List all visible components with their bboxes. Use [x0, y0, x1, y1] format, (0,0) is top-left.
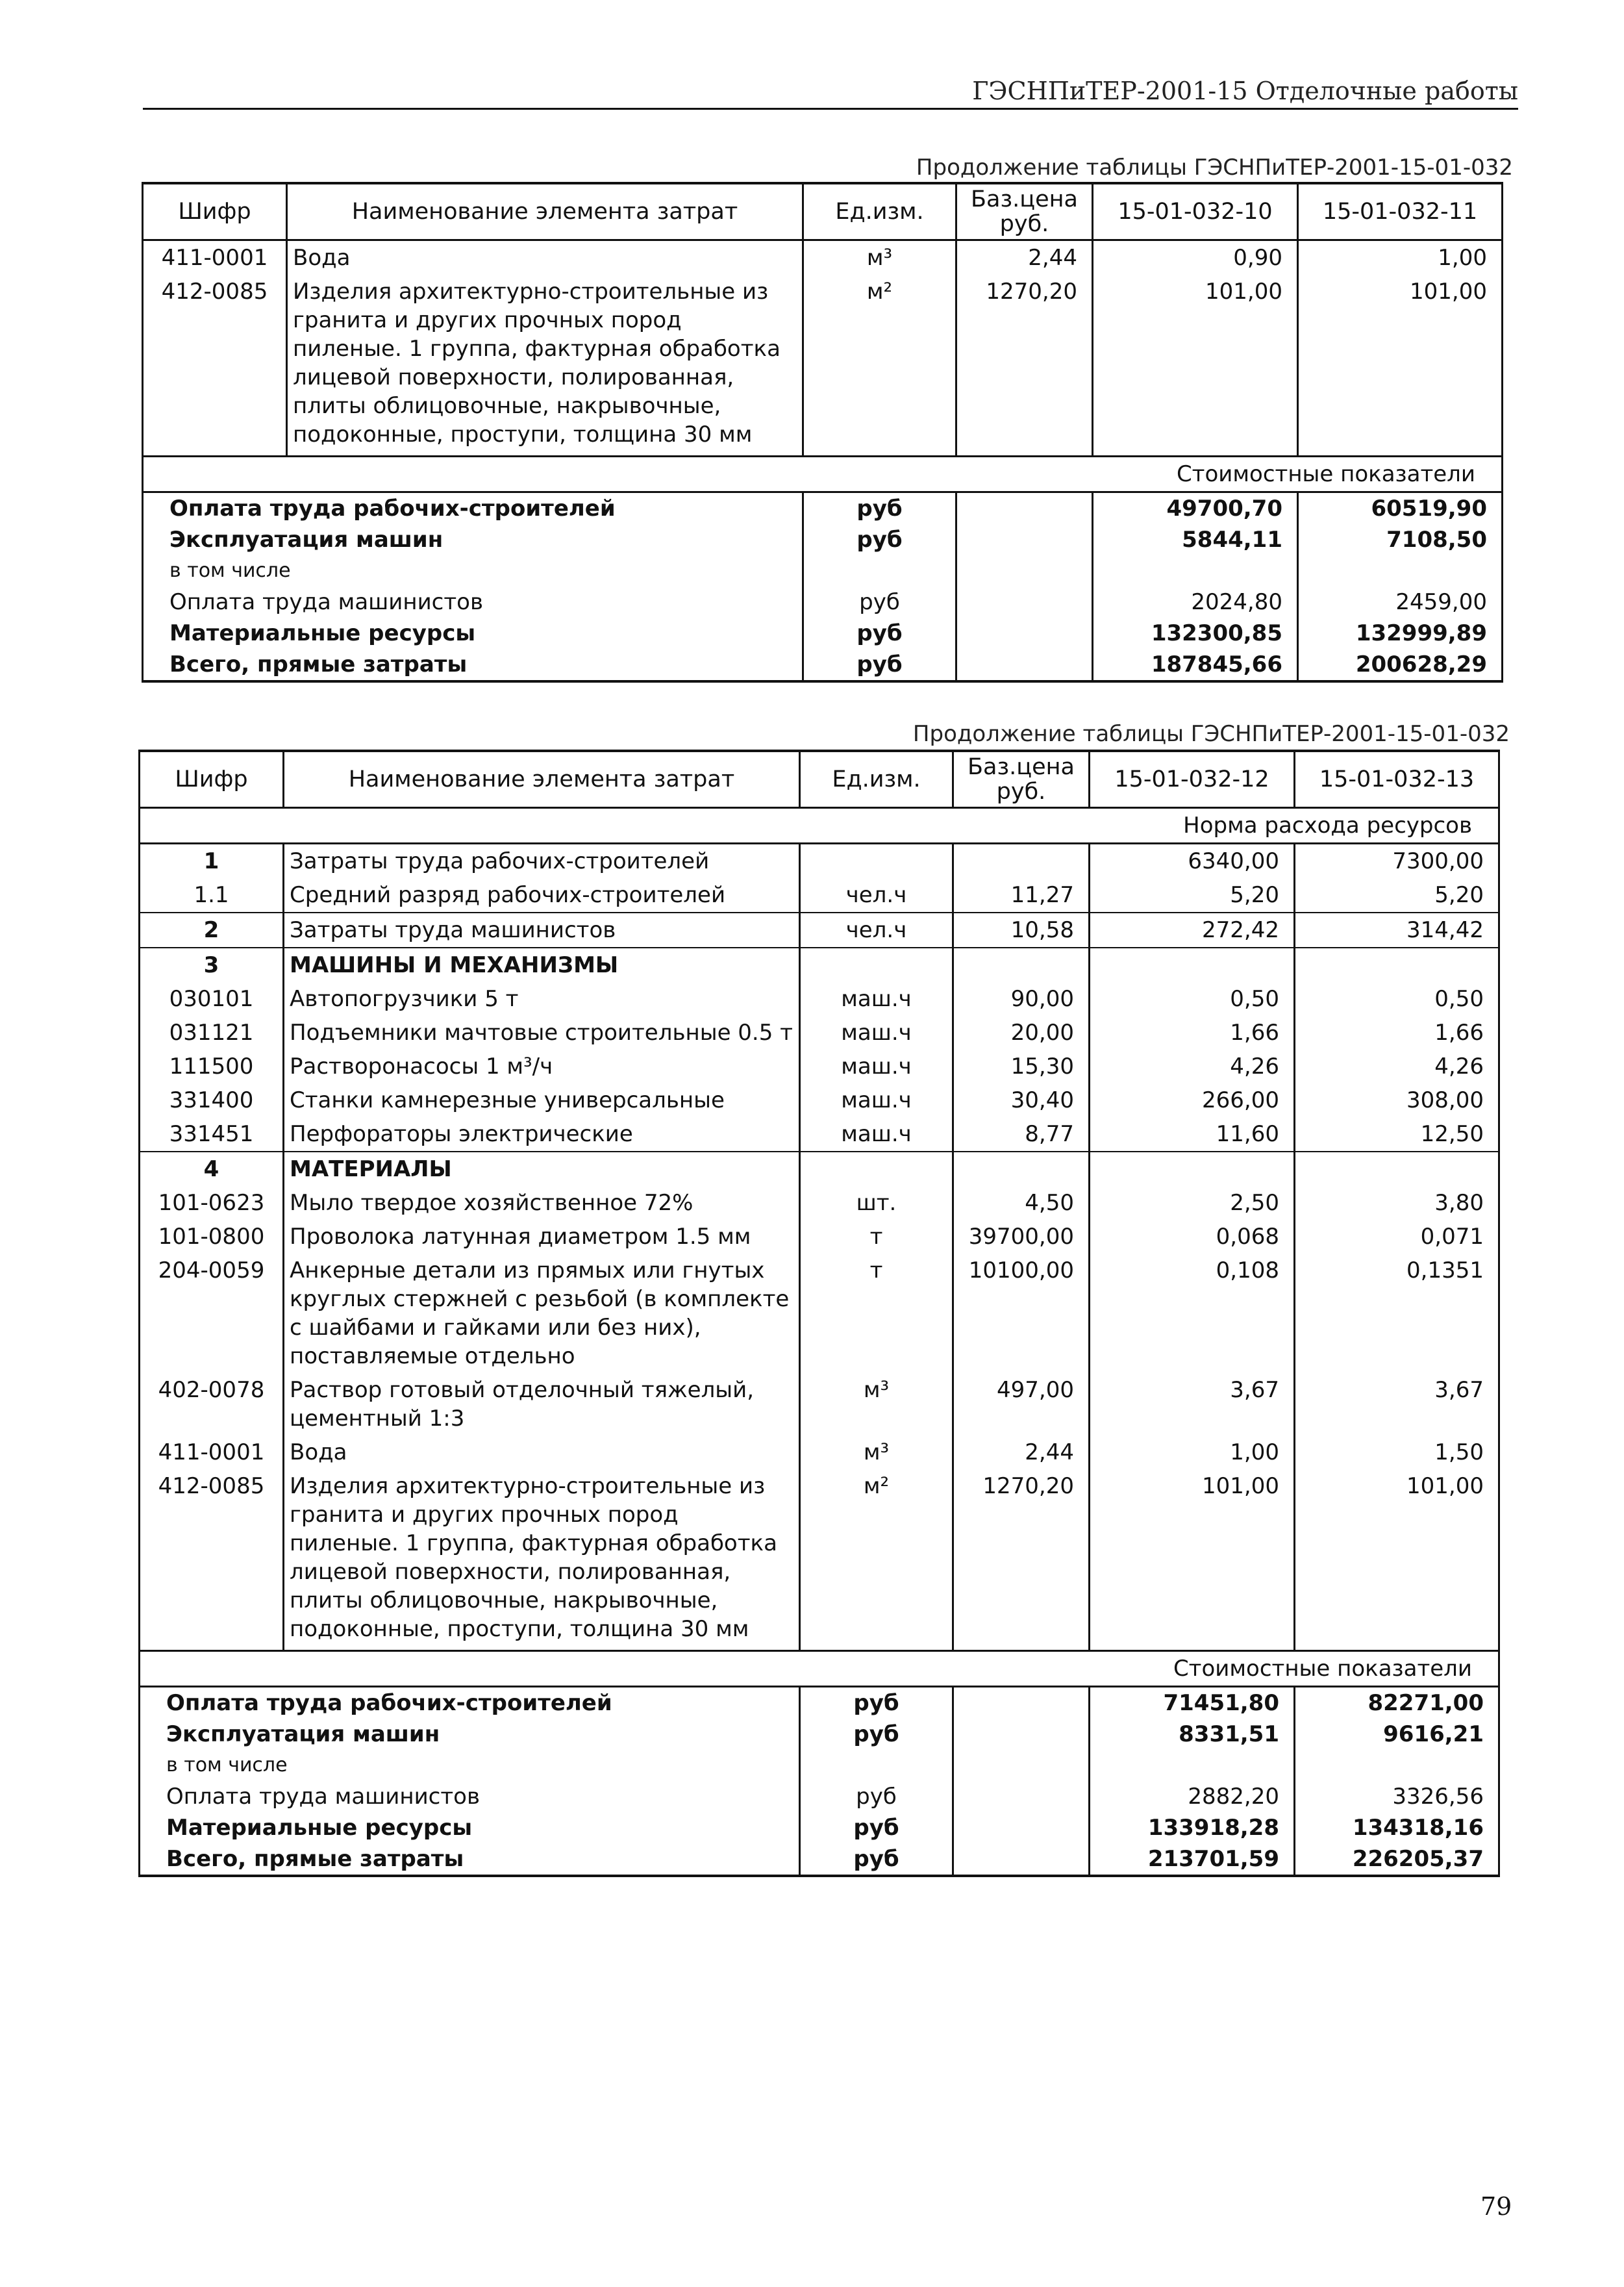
summary-row: [143, 587, 1503, 618]
summary-value-2: 7108,50: [1298, 524, 1503, 555]
column-header: Шифр: [140, 751, 284, 808]
summary-unit: [803, 555, 956, 587]
table-row: [140, 1373, 1499, 1435]
cell-name: Средний разряд рабочих-строителей: [284, 878, 800, 913]
summary-value-1: [1090, 1750, 1295, 1781]
table-row: [140, 948, 1499, 982]
summary-value-1: 133918,28: [1090, 1812, 1295, 1843]
cell-value-1: 0,068: [1090, 1220, 1295, 1254]
table-row: [140, 1186, 1499, 1220]
cell-value-1: 1,66: [1090, 1016, 1295, 1050]
summary-row: [140, 1812, 1499, 1843]
cell-price: 8,77: [953, 1117, 1090, 1152]
cell-value-1: 101,00: [1093, 275, 1298, 457]
summary-row: [140, 1781, 1499, 1812]
summary-label: Оплата труда рабочих-строителей: [143, 492, 803, 525]
cell-unit: м²: [803, 275, 956, 457]
summary-empty: [956, 587, 1093, 618]
column-header: Наименование элемента затрат: [287, 183, 803, 240]
cell-name: Затраты труда рабочих-строителей: [284, 844, 800, 879]
cell-value-1: 0,50: [1090, 982, 1295, 1016]
cell-unit: чел.ч: [800, 913, 953, 948]
cell-code: 3: [140, 948, 284, 982]
summary-label: Материальные ресурсы: [143, 618, 803, 649]
summary-value-1: 8331,51: [1090, 1719, 1295, 1750]
summary-unit: руб: [803, 618, 956, 649]
table-row: [140, 1016, 1499, 1050]
cell-value-1: 6340,00: [1090, 844, 1295, 879]
summary-empty: [956, 524, 1093, 555]
cell-value-1: 101,00: [1090, 1469, 1295, 1651]
summary-empty: [956, 555, 1093, 587]
table-row: [143, 240, 1503, 275]
summary-value-2: 9616,21: [1295, 1719, 1499, 1750]
table-row: [140, 1117, 1499, 1152]
summary-label: Эксплуатация машин: [143, 524, 803, 555]
column-header: 15-01-032-12: [1090, 751, 1295, 808]
cell-code: 031121: [140, 1016, 284, 1050]
cell-value-2: 7300,00: [1295, 844, 1499, 879]
cell-unit: чел.ч: [800, 878, 953, 913]
cell-price: [953, 948, 1090, 982]
norm-section: [140, 808, 1499, 844]
column-header: Наименование элемента затрат: [284, 751, 800, 808]
cell-code: 030101: [140, 982, 284, 1016]
cell-price: 10,58: [953, 913, 1090, 948]
header-row: [140, 751, 1499, 808]
summary-value-1: 71451,80: [1090, 1687, 1295, 1719]
cell-value-1: 1,00: [1090, 1435, 1295, 1469]
cell-code: 111500: [140, 1050, 284, 1083]
cell-value-1: 3,67: [1090, 1373, 1295, 1435]
cell-value-1: 2,50: [1090, 1186, 1295, 1220]
summary-label: Материальные ресурсы: [140, 1812, 800, 1843]
cost-section-label: Стоимостные показатели: [140, 1651, 1499, 1687]
table-row: [140, 982, 1499, 1016]
table1-caption-prefix: Продолжение: [916, 155, 1079, 181]
cost-section: [140, 1651, 1499, 1687]
summary-unit: руб: [800, 1781, 953, 1812]
page-header: [143, 65, 1518, 110]
summary-value-2: 132999,89: [1298, 618, 1503, 649]
summary-label: Всего, прямые затраты: [140, 1843, 800, 1876]
cell-price: 10100,00: [953, 1254, 1090, 1373]
column-header: 15-01-032-13: [1295, 751, 1499, 808]
cell-value-1: 0,108: [1090, 1254, 1295, 1373]
cell-name: Изделия архитектурно-строительные из гранита и других прочных пород пиленые. 1 группа, фактурная обработка лицевой поверхности, полированная, плиты облицовочные, накрывочные, подоконные, проступи, толщина 30 мм: [284, 1469, 800, 1651]
cell-name: Перфораторы электрические: [284, 1117, 800, 1152]
summary-empty: [956, 649, 1093, 681]
summary-unit: руб: [803, 587, 956, 618]
summary-label: Оплата труда рабочих-строителей: [140, 1687, 800, 1719]
summary-value-2: 134318,16: [1295, 1812, 1499, 1843]
cell-price: 1270,20: [956, 275, 1093, 457]
cell-value-1: 4,26: [1090, 1050, 1295, 1083]
summary-unit: руб: [803, 649, 956, 681]
summary-value-2: 82271,00: [1295, 1687, 1499, 1719]
summary-unit: [800, 1750, 953, 1781]
cell-name: Мыло твердое хозяйственное 72%: [284, 1186, 800, 1220]
cell-name: Вода: [287, 240, 803, 275]
table2-caption-rest: таблицы ГЭСНПиТЕР-2001-15-01-032: [1082, 721, 1510, 747]
cell-code: 204-0059: [140, 1254, 284, 1373]
summary-value-1: 2882,20: [1090, 1781, 1295, 1812]
cell-value-2: 101,00: [1298, 275, 1503, 457]
cell-name: Вода: [284, 1435, 800, 1469]
cell-price: 4,50: [953, 1186, 1090, 1220]
cell-unit: шт.: [800, 1186, 953, 1220]
cell-unit: маш.ч: [800, 1050, 953, 1083]
cell-value-2: 0,071: [1295, 1220, 1499, 1254]
column-header: 15-01-032-10: [1093, 183, 1298, 240]
cell-name: Растворонасосы 1 м³/ч: [284, 1050, 800, 1083]
cell-value-1: 266,00: [1090, 1083, 1295, 1117]
cell-value-2: [1295, 1152, 1499, 1186]
cell-code: 412-0085: [140, 1469, 284, 1651]
summary-value-2: 226205,37: [1295, 1843, 1499, 1876]
summary-label: в том числе: [140, 1750, 800, 1781]
cell-name: МАТЕРИАЛЫ: [284, 1152, 800, 1186]
table-row: [140, 844, 1499, 879]
table-row: [140, 913, 1499, 948]
summary-row: [140, 1750, 1499, 1781]
summary-value-2: [1295, 1750, 1499, 1781]
cell-name: Станки камнерезные универсальные: [284, 1083, 800, 1117]
table-row: [140, 1152, 1499, 1186]
summary-value-2: 60519,90: [1298, 492, 1503, 525]
page-number: 79: [1480, 2192, 1512, 2221]
cell-value-2: 308,00: [1295, 1083, 1499, 1117]
page-header-title: ГЭСНПиТЕР-2001-15 Отделочные работы: [972, 77, 1518, 105]
table-row: [140, 1469, 1499, 1651]
cell-unit: м³: [803, 240, 956, 275]
cell-value-2: 314,42: [1295, 913, 1499, 948]
summary-row: [140, 1687, 1499, 1719]
cell-value-1: 5,20: [1090, 878, 1295, 913]
summary-value-1: [1093, 555, 1298, 587]
cell-value-2: 12,50: [1295, 1117, 1499, 1152]
cell-name: Анкерные детали из прямых или гнутых круглых стержней с резьбой (в комплекте с шайбами и гайками или без них), поставляемые отдельно: [284, 1254, 800, 1373]
summary-unit: руб: [803, 524, 956, 555]
cell-code: 2: [140, 913, 284, 948]
cell-price: [953, 1152, 1090, 1186]
table1: [142, 182, 1503, 683]
summary-row: [143, 492, 1503, 525]
summary-value-1: 187845,66: [1093, 649, 1298, 681]
cell-value-2: 0,50: [1295, 982, 1499, 1016]
cell-price: 2,44: [953, 1435, 1090, 1469]
summary-row: [143, 555, 1503, 587]
summary-label: Оплата труда машинистов: [140, 1781, 800, 1812]
summary-label: Оплата труда машинистов: [143, 587, 803, 618]
column-header: Баз.цена руб.: [953, 751, 1090, 808]
summary-empty: [953, 1750, 1090, 1781]
table-row: [140, 1435, 1499, 1469]
cell-price: 30,40: [953, 1083, 1090, 1117]
summary-label: в том числе: [143, 555, 803, 587]
summary-value-2: [1298, 555, 1503, 587]
cell-value-2: 3,80: [1295, 1186, 1499, 1220]
summary-value-2: 2459,00: [1298, 587, 1503, 618]
summary-empty: [953, 1719, 1090, 1750]
column-header: Ед.изм.: [800, 751, 953, 808]
cell-name: МАШИНЫ И МЕХАНИЗМЫ: [284, 948, 800, 982]
table1-caption-rest: таблицы ГЭСНПиТЕР-2001-15-01-032: [1086, 155, 1513, 181]
summary-row: [143, 649, 1503, 681]
cell-unit: м³: [800, 1373, 953, 1435]
cell-code: 4: [140, 1152, 284, 1186]
summary-row: [143, 524, 1503, 555]
cell-price: 497,00: [953, 1373, 1090, 1435]
cell-price: 2,44: [956, 240, 1093, 275]
summary-empty: [953, 1843, 1090, 1876]
summary-row: [140, 1719, 1499, 1750]
summary-value-1: 132300,85: [1093, 618, 1298, 649]
column-header: Баз.цена руб.: [956, 183, 1093, 240]
cell-code: 101-0800: [140, 1220, 284, 1254]
cost-section-label: Стоимостные показатели: [143, 457, 1503, 492]
cell-price: [953, 844, 1090, 879]
cell-name: Подъемники мачтовые строительные 0.5 т: [284, 1016, 800, 1050]
summary-unit: руб: [803, 492, 956, 525]
cell-name: Изделия архитектурно-строительные из гранита и других прочных пород пиленые. 1 группа, фактурная обработка лицевой поверхности, полированная, плиты облицовочные, накрывочные, подоконные, проступи, толщина 30 мм: [287, 275, 803, 457]
cell-price: 1270,20: [953, 1469, 1090, 1651]
cell-unit: м³: [800, 1435, 953, 1469]
cell-value-2: 4,26: [1295, 1050, 1499, 1083]
cell-unit: т: [800, 1220, 953, 1254]
cell-code: 411-0001: [143, 240, 287, 275]
cell-unit: [800, 1152, 953, 1186]
table1-caption: [916, 155, 1513, 181]
cell-code: 412-0085: [143, 275, 287, 457]
cost-section: [143, 457, 1503, 492]
summary-empty: [956, 492, 1093, 525]
table2-caption-prefix: Продолжение: [912, 721, 1076, 747]
summary-value-1: 49700,70: [1093, 492, 1298, 525]
cell-value-1: 11,60: [1090, 1117, 1295, 1152]
column-header: Ед.изм.: [803, 183, 956, 240]
summary-value-1: 213701,59: [1090, 1843, 1295, 1876]
summary-row: [143, 618, 1503, 649]
cell-value-2: 0,1351: [1295, 1254, 1499, 1373]
cell-name: Проволока латунная диаметром 1.5 мм: [284, 1220, 800, 1254]
summary-value-1: 5844,11: [1093, 524, 1298, 555]
cell-code: 331400: [140, 1083, 284, 1117]
table-row: [140, 878, 1499, 913]
cell-price: 15,30: [953, 1050, 1090, 1083]
cell-code: 402-0078: [140, 1373, 284, 1435]
cell-unit: маш.ч: [800, 1016, 953, 1050]
summary-empty: [953, 1812, 1090, 1843]
summary-value-2: 200628,29: [1298, 649, 1503, 681]
cell-unit: маш.ч: [800, 1117, 953, 1152]
cell-name: Автопогрузчики 5 т: [284, 982, 800, 1016]
cell-value-2: [1295, 948, 1499, 982]
table2-caption: [913, 721, 1510, 747]
table-row: [143, 275, 1503, 457]
cell-unit: маш.ч: [800, 982, 953, 1016]
cell-code: 1.1: [140, 878, 284, 913]
cell-unit: т: [800, 1254, 953, 1373]
cell-unit: маш.ч: [800, 1083, 953, 1117]
table-row: [140, 1050, 1499, 1083]
cell-value-2: 1,66: [1295, 1016, 1499, 1050]
summary-value-1: 2024,80: [1093, 587, 1298, 618]
cell-value-1: [1090, 948, 1295, 982]
summary-row: [140, 1843, 1499, 1876]
cell-name: Затраты труда машинистов: [284, 913, 800, 948]
cell-unit: [800, 948, 953, 982]
cell-value-1: 0,90: [1093, 240, 1298, 275]
column-header: 15-01-032-11: [1298, 183, 1503, 240]
table-row: [140, 1254, 1499, 1373]
table-row: [140, 1083, 1499, 1117]
summary-value-2: 3326,56: [1295, 1781, 1499, 1812]
summary-unit: руб: [800, 1843, 953, 1876]
header-row: [143, 183, 1503, 240]
summary-empty: [953, 1781, 1090, 1812]
cell-code: 331451: [140, 1117, 284, 1152]
summary-label: Эксплуатация машин: [140, 1719, 800, 1750]
cell-code: 101-0623: [140, 1186, 284, 1220]
cell-unit: м²: [800, 1469, 953, 1651]
cell-code: 1: [140, 844, 284, 879]
cell-value-1: 272,42: [1090, 913, 1295, 948]
summary-unit: руб: [800, 1719, 953, 1750]
cell-price: 39700,00: [953, 1220, 1090, 1254]
summary-empty: [956, 618, 1093, 649]
column-header: Шифр: [143, 183, 287, 240]
cell-value-2: 101,00: [1295, 1469, 1499, 1651]
table2: [138, 750, 1500, 1877]
summary-unit: руб: [800, 1812, 953, 1843]
cell-name: Раствор готовый отделочный тяжелый, цементный 1:3: [284, 1373, 800, 1435]
cell-value-1: [1090, 1152, 1295, 1186]
summary-label: Всего, прямые затраты: [143, 649, 803, 681]
summary-empty: [953, 1687, 1090, 1719]
cell-value-2: 1,00: [1298, 240, 1503, 275]
table-row: [140, 1220, 1499, 1254]
cell-price: 20,00: [953, 1016, 1090, 1050]
cell-value-2: 3,67: [1295, 1373, 1499, 1435]
cell-unit: [800, 844, 953, 879]
summary-unit: руб: [800, 1687, 953, 1719]
cell-price: 11,27: [953, 878, 1090, 913]
cell-value-2: 5,20: [1295, 878, 1499, 913]
norm-section-label: Норма расхода ресурсов: [140, 808, 1499, 844]
cell-code: 411-0001: [140, 1435, 284, 1469]
cell-value-2: 1,50: [1295, 1435, 1499, 1469]
cell-price: 90,00: [953, 982, 1090, 1016]
